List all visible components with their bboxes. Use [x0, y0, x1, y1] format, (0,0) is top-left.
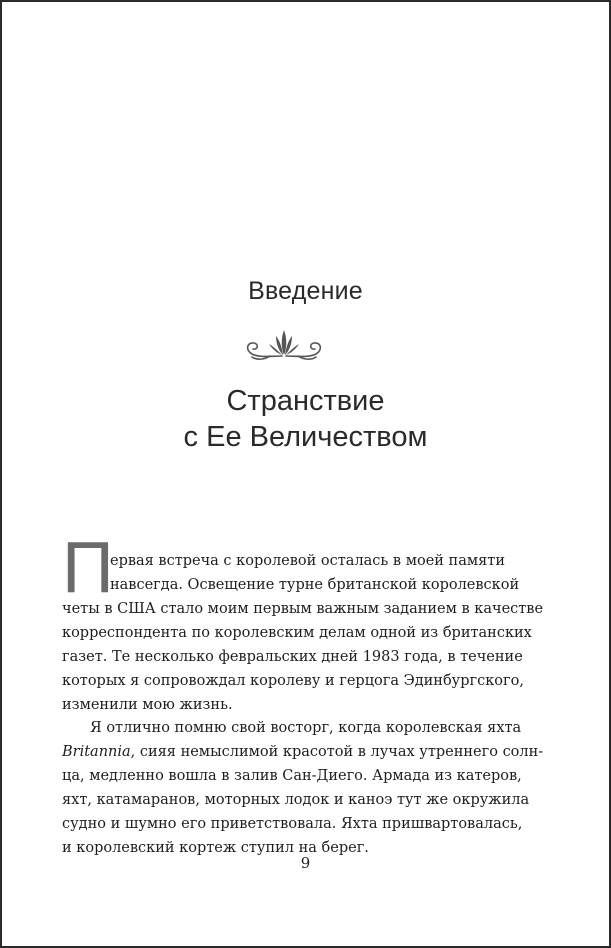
- text-line: и королевский кортеж ступил на берег.: [62, 840, 369, 856]
- text-line: газет. Те несколько февральских дней 1983 года, в течение: [62, 649, 523, 665]
- text-line: четы в США стало моим первым важным заданием в качестве: [62, 601, 544, 617]
- chapter-title-line2: с Ее Величеством: [183, 421, 428, 453]
- chapter-title: [2, 383, 609, 455]
- text-line: изменили мою жизнь.: [62, 697, 233, 713]
- text-line: яхт, катамаранов, моторных лодок и каноэ тут же окружила: [62, 792, 530, 808]
- chapter-title-line1: Странствие: [226, 385, 385, 417]
- page-number: 9: [300, 854, 311, 872]
- text-line: судно и шумно его приветствовала. Яхта пришвартовалась,: [62, 816, 523, 832]
- text-line: которых я сопровождал королеву и герцога Эдинбургского,: [62, 673, 524, 689]
- text-line: Я отлично помню свой восторг, когда королевская яхта: [90, 720, 522, 736]
- drop-cap: П: [62, 528, 114, 608]
- fleuron-ornament-icon: [240, 326, 328, 366]
- italic-ship-name: Britannia: [62, 744, 131, 760]
- text-line: ца, медленно вошла в залив Сан-Диего. Армада из катеров,: [62, 768, 522, 784]
- text-line: корреспондента по королевским делам одной из британских: [62, 625, 532, 641]
- text-line: [62, 740, 543, 764]
- chapter-label: Введение: [248, 277, 363, 305]
- text-line: ервая встреча с королевой осталась в моей памяти: [110, 553, 505, 569]
- text-fragment: , сияя немыслимой красотой в лучах утреннего солн-: [130, 744, 544, 760]
- text-line: навсегда. Освещение турне британской королевской: [110, 577, 520, 593]
